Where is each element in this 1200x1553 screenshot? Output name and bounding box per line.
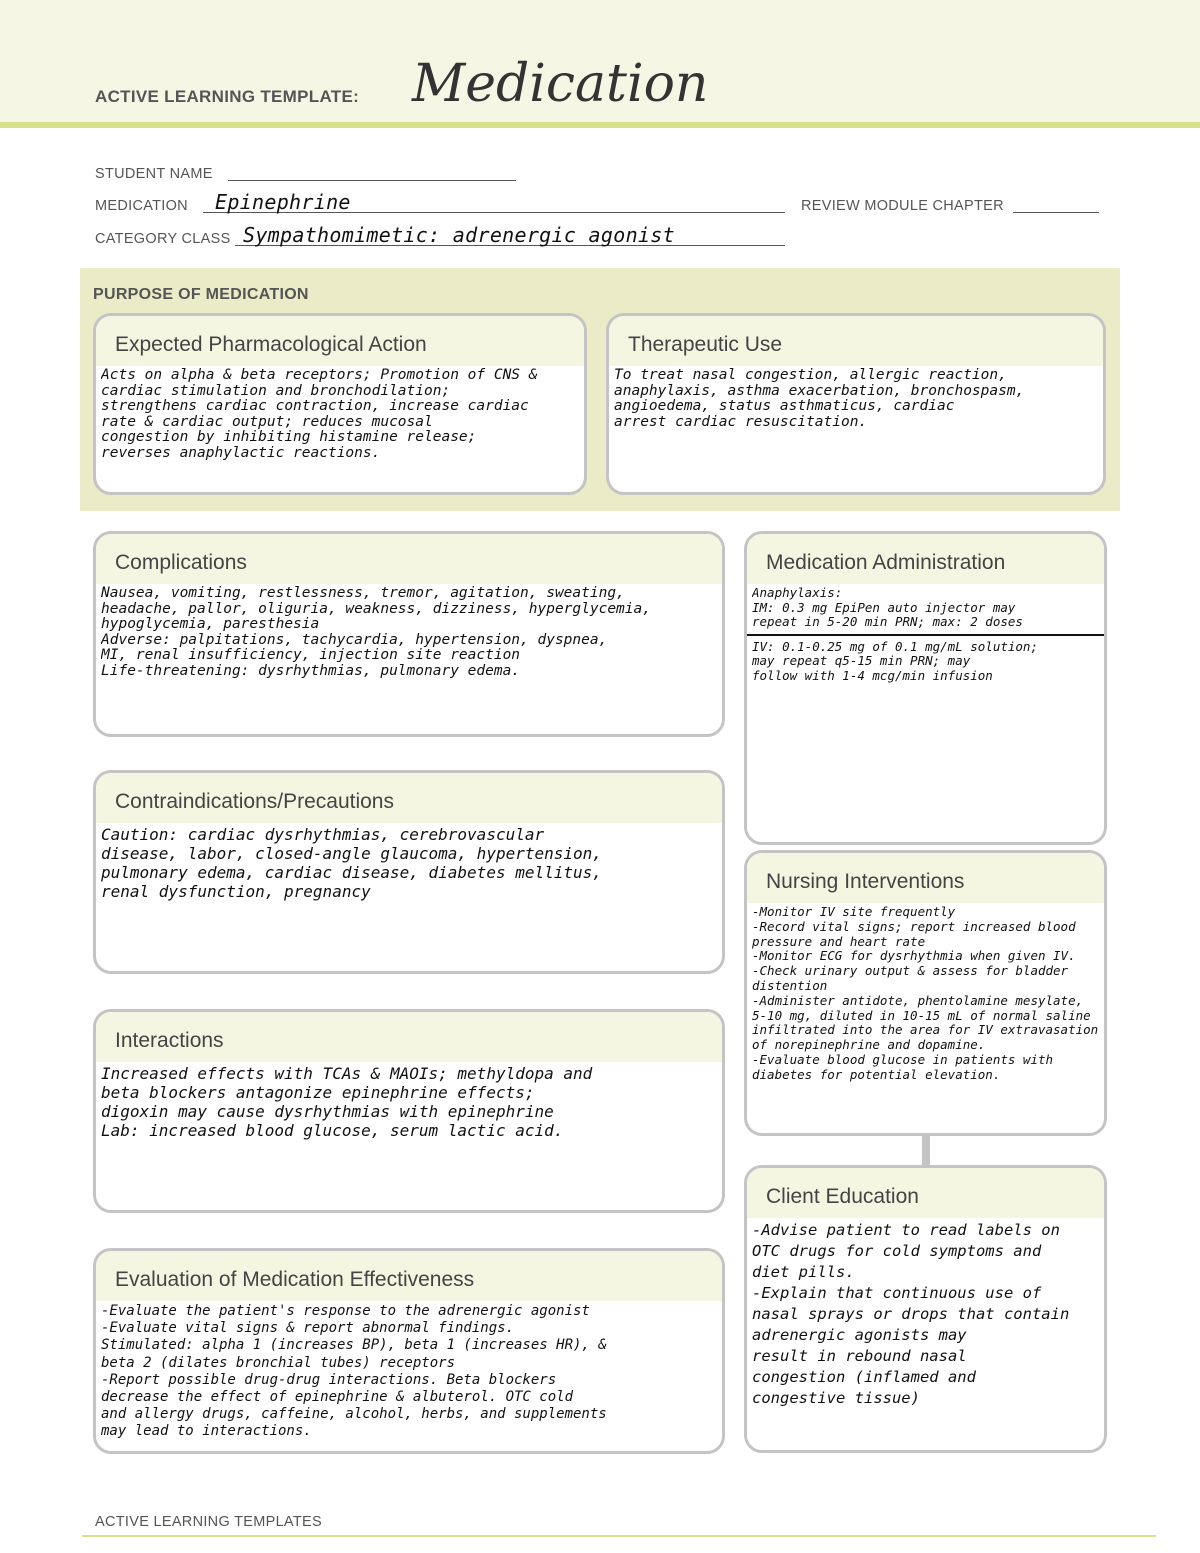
- text-line: hypoglycemia, paresthesia: [101, 617, 320, 632]
- text-line: -Check urinary output & assess for bladder: [752, 964, 1069, 979]
- footer-rule: [82, 1535, 1156, 1537]
- text-line: -Record vital signs; report increased blood: [752, 919, 1076, 934]
- nursing-interventions-title: Nursing Interventions: [747, 853, 1104, 903]
- contraindications-box[interactable]: [93, 770, 725, 974]
- nursing-interventions-text: [747, 903, 1104, 1083]
- evaluation-title: Evaluation of Medication Effectiveness: [96, 1251, 722, 1301]
- text-line: Increased effects with TCAs & MAOIs; methyldopa and: [101, 1064, 593, 1083]
- text-line: -Advise patient to read labels on: [752, 1221, 1060, 1239]
- expected-action-title: Expected Pharmacological Action: [96, 316, 584, 366]
- text-line: Life-threatening: dysrhythmias, pulmonary edema.: [101, 663, 521, 679]
- text-line: infiltrated into the area for IV extravasation: [752, 1023, 1098, 1038]
- text-line: may repeat q5-15 min PRN; may: [752, 654, 971, 668]
- text-line: renal dysfunction, pregnancy: [101, 882, 371, 901]
- evaluation-box[interactable]: [93, 1248, 725, 1454]
- administration-text: [747, 584, 1104, 683]
- student-name-field[interactable]: [95, 166, 213, 182]
- text-line: congestion by inhibiting histamine release;: [101, 430, 477, 445]
- text-line: MI, renal insufficiency, injection site reaction: [101, 648, 521, 663]
- therapeutic-use-title: Therapeutic Use: [609, 316, 1103, 366]
- medication-label: MEDICATION: [95, 198, 188, 214]
- text-line: -Monitor ECG for dysrhythmia when given IV.: [752, 949, 1076, 964]
- contraindications-text: [96, 823, 722, 901]
- text-line: reverses anaphylactic reactions.: [101, 445, 381, 461]
- text-line: of norepinephrine and dopamine.: [752, 1038, 986, 1053]
- medication-field[interactable]: [95, 190, 785, 218]
- text-line: disease, labor, closed-angle glaucoma, hypertension,: [101, 844, 602, 863]
- text-line: arrest cardiac resuscitation.: [614, 414, 868, 430]
- text-line: beta 2 (dilates bronchial tubes) receptors: [101, 1354, 456, 1371]
- text-line: beta blockers antagonize epinephrine effects;: [101, 1083, 535, 1102]
- client-education-title: Client Education: [747, 1168, 1104, 1218]
- text-line: rate & cardiac output; reduces mucosal: [101, 414, 433, 430]
- header-rule: [0, 122, 1200, 128]
- text-line: -Evaluate vital signs & report abnormal findings.: [101, 1320, 515, 1337]
- category-class-label: CATEGORY CLASS: [95, 231, 231, 247]
- text-line: strengthens cardiac contraction, increase cardiac: [101, 399, 529, 414]
- text-line: congestive tissue): [752, 1389, 920, 1407]
- expected-action-box[interactable]: [93, 313, 587, 495]
- review-module-label: REVIEW MODULE CHAPTER: [801, 198, 1004, 214]
- text-line: follow with 1-4 mcg/min infusion: [752, 668, 993, 683]
- text-line: -Report possible drug-drug interactions. Beta blockers: [101, 1371, 557, 1388]
- evaluation-text: [96, 1301, 722, 1441]
- text-line: -Evaluate blood glucose in patients with: [752, 1052, 1054, 1067]
- text-line: cardiac stimulation and bronchodilation;: [101, 383, 451, 399]
- review-module-field[interactable]: [801, 198, 1099, 218]
- text-line: digoxin may cause dysrhythmias with epinephrine: [101, 1102, 554, 1121]
- text-line: may lead to interactions.: [101, 1423, 312, 1440]
- interactions-text: [96, 1062, 722, 1140]
- text-line: headache, pallor, oliguria, weakness, dizziness, hyperglycemia,: [101, 601, 651, 617]
- text-line: 5-10 mg, diluted in 10-15 mL of normal saline: [752, 1008, 1091, 1023]
- interactions-title: Interactions: [96, 1012, 722, 1062]
- text-line: diet pills.: [752, 1263, 855, 1281]
- text-line: -Monitor IV site frequently: [752, 905, 956, 919]
- text-line: angioedema, status asthmaticus, cardiac: [614, 399, 955, 414]
- purpose-label: PURPOSE OF MEDICATION: [93, 286, 309, 303]
- text-line: result in rebound nasal: [752, 1347, 967, 1365]
- review-module-line: [1013, 212, 1099, 213]
- text-line: Nausea, vomiting, restlessness, tremor, agitation, sweating,: [101, 586, 625, 601]
- text-line: decrease the effect of epinephrine & albuterol. OTC cold: [101, 1389, 574, 1406]
- text-line: -Explain that continuous use of: [752, 1284, 1042, 1302]
- text-line: To treat nasal congestion, allergic reaction,: [614, 368, 1007, 383]
- complications-text: [96, 584, 722, 679]
- text-line: Stimulated: alpha 1 (increases BP), beta 1 (increases HR), &: [101, 1337, 607, 1354]
- category-class-value: Sympathomimetic: adrenergic agonist: [243, 223, 675, 247]
- expected-action-text: [96, 366, 584, 461]
- client-education-text: [747, 1218, 1104, 1409]
- template-label: ACTIVE LEARNING TEMPLATE:: [95, 87, 360, 106]
- text-line: pulmonary edema, cardiac disease, diabetes mellitus,: [101, 863, 602, 882]
- complications-box[interactable]: [93, 531, 725, 737]
- text-line: pressure and heart rate: [752, 934, 926, 949]
- text-line: diabetes for potential elevation.: [752, 1067, 1001, 1082]
- category-class-field[interactable]: [95, 223, 785, 251]
- text-line: Acts on alpha & beta receptors; Promotion of CNS &: [101, 368, 538, 383]
- text-line: Lab: increased blood glucose, serum lactic acid.: [101, 1121, 564, 1140]
- nursing-interventions-box[interactable]: [744, 850, 1107, 1136]
- text-line: congestion (inflamed and: [752, 1368, 976, 1386]
- text-line: Adverse: palpitations, tachycardia, hypertension, dyspnea,: [101, 632, 608, 648]
- medication-value: Epinephrine: [215, 190, 351, 214]
- text-line: Caution: cardiac dysrhythmias, cerebrovascular: [101, 825, 545, 844]
- text-line: Anaphylaxis:: [752, 586, 843, 600]
- text-line: -Evaluate the patient's response to the adrenergic agonist: [101, 1303, 590, 1319]
- box-connector: [922, 1133, 930, 1167]
- text-line: OTC drugs for cold symptoms and: [752, 1242, 1042, 1260]
- therapeutic-use-box[interactable]: [606, 313, 1106, 495]
- administration-box[interactable]: [744, 531, 1107, 845]
- contraindications-title: Contraindications/Precautions: [96, 773, 722, 823]
- student-name-line: [228, 180, 516, 181]
- text-line: anaphylaxis, asthma exacerbation, bronchospasm,: [614, 383, 1025, 399]
- therapeutic-use-text: [609, 366, 1103, 430]
- text-line: and allergy drugs, caffeine, alcohol, herbs, and supplements: [101, 1406, 607, 1423]
- text-line: nasal sprays or drops that contain: [752, 1305, 1070, 1323]
- complications-title: Complications: [96, 534, 722, 584]
- text-line: distention: [752, 978, 828, 993]
- administration-divider: [747, 634, 1104, 636]
- text-line: IV: 0.1-0.25 mg of 0.1 mg/mL solution;: [752, 639, 1038, 654]
- student-name-label: STUDENT NAME: [95, 166, 213, 182]
- administration-title: Medication Administration: [747, 534, 1104, 584]
- interactions-box[interactable]: [93, 1009, 725, 1213]
- text-line: -Administer antidote, phentolamine mesylate,: [752, 993, 1084, 1008]
- client-education-box[interactable]: [744, 1165, 1107, 1453]
- footer-label: ACTIVE LEARNING TEMPLATES: [95, 1514, 322, 1530]
- text-line: repeat in 5-20 min PRN; max: 2 doses: [752, 615, 1023, 629]
- text-line: adrenergic agonists may: [752, 1326, 967, 1344]
- text-line: IM: 0.3 mg EpiPen auto injector may: [752, 600, 1016, 615]
- page-title: Medication: [412, 54, 709, 114]
